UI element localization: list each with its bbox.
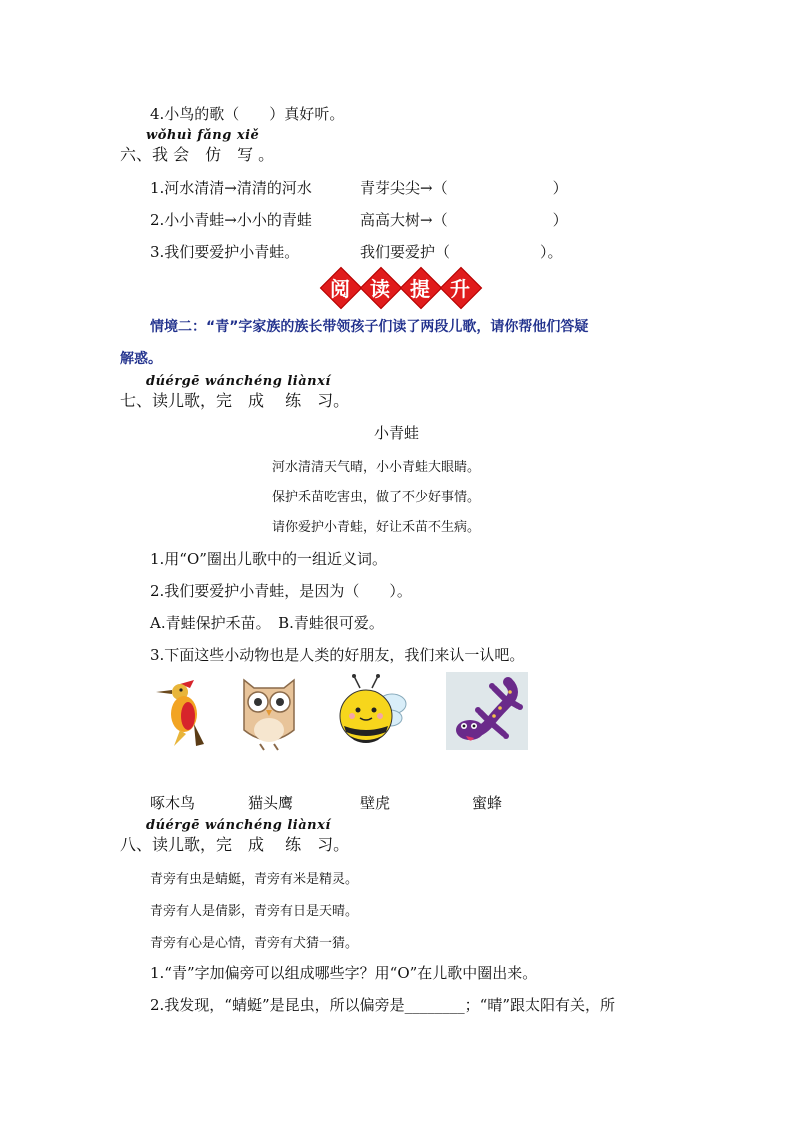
banner-diamond: 提: [402, 269, 438, 305]
reading-banner: [322, 269, 478, 305]
s7-q1: 1.用“O”圈出儿歌中的一组近义词。: [150, 550, 387, 568]
s6-row1-left: 1.河水清清→清清的河水: [150, 179, 312, 197]
section8-pinyin: dúérgē wánchéng liànxí: [146, 818, 331, 833]
gecko-icon: [446, 672, 528, 750]
s6-row3-right: 我们要爱护（ ）。: [360, 243, 563, 261]
s8-q2: 2.我发现，“蜻蜓”是昆虫，所以偏旁是________；“晴”跟太阳有关，所: [150, 996, 615, 1014]
woodpecker-icon: [150, 674, 206, 750]
s7-q2: 2.我们要爱护小青蛙，是因为（ ）。: [150, 582, 412, 600]
animal-label: 猫头鹰: [248, 794, 294, 812]
s8-q1: 1.“青”字加偏旁可以组成哪些字？用“O”在儿歌中圈出来。: [150, 964, 538, 982]
question-4: 4.小鸟的歌（ ）真好听。: [150, 105, 345, 123]
scene-line2: 解惑。: [120, 351, 162, 367]
s6-row1-right: 青芽尖尖→（ ）: [360, 179, 568, 197]
banner-diamond: 读: [362, 269, 398, 305]
s7-q2-options: A.青蛙保护禾苗。 B.青蛙很可爱。: [150, 614, 384, 632]
section6-pinyin: wǒhuì fǎng xiě: [146, 128, 260, 143]
s6-row3-left: 3.我们要爱护小青蛙。: [150, 243, 300, 261]
section6-title: 六、我 会 仿 写 。: [120, 145, 275, 164]
bee-icon: [330, 674, 410, 748]
poem-line: 河水清清天气晴，小小青蛙大眼睛。: [272, 460, 481, 475]
section7-pinyin: dúérgē wánchéng liànxí: [146, 374, 331, 389]
animal-label: 壁虎: [360, 794, 391, 812]
animal-label: 蜜蜂: [472, 794, 503, 812]
poem-line: 请你爱护小青蛙，好让禾苗不生病。: [272, 520, 481, 535]
poem-line: 保护禾苗吃害虫，做了不少好事情。: [272, 490, 481, 505]
section7-title: 七、读儿歌，完 成 练 习。: [120, 391, 350, 410]
banner-diamond: 升: [442, 269, 478, 305]
s6-row2-left: 2.小小青蛙→小小的青蛙: [150, 211, 312, 229]
poem-title: 小青蛙: [374, 424, 420, 442]
s8-line: 青旁有心是心情，青旁有犬猜一猜。: [150, 936, 359, 951]
banner-diamond: 阅: [322, 269, 358, 305]
animal-label: 啄木鸟: [150, 794, 196, 812]
section8-title: 八、读儿歌，完 成 练 习。: [120, 835, 350, 854]
s8-line: 青旁有人是倩影，青旁有日是天晴。: [150, 904, 359, 919]
s7-q3: 3.下面这些小动物也是人类的好朋友，我们来认一认吧。: [150, 646, 525, 664]
s6-row2-right: 高高大树→（ ）: [360, 211, 568, 229]
scene-line1: 情境二：“青”字家族的族长带领孩子们读了两段儿歌，请你帮他们答疑: [150, 319, 589, 335]
s8-line: 青旁有虫是蜻蜓，青旁有米是精灵。: [150, 872, 359, 887]
owl-icon: [238, 672, 300, 752]
